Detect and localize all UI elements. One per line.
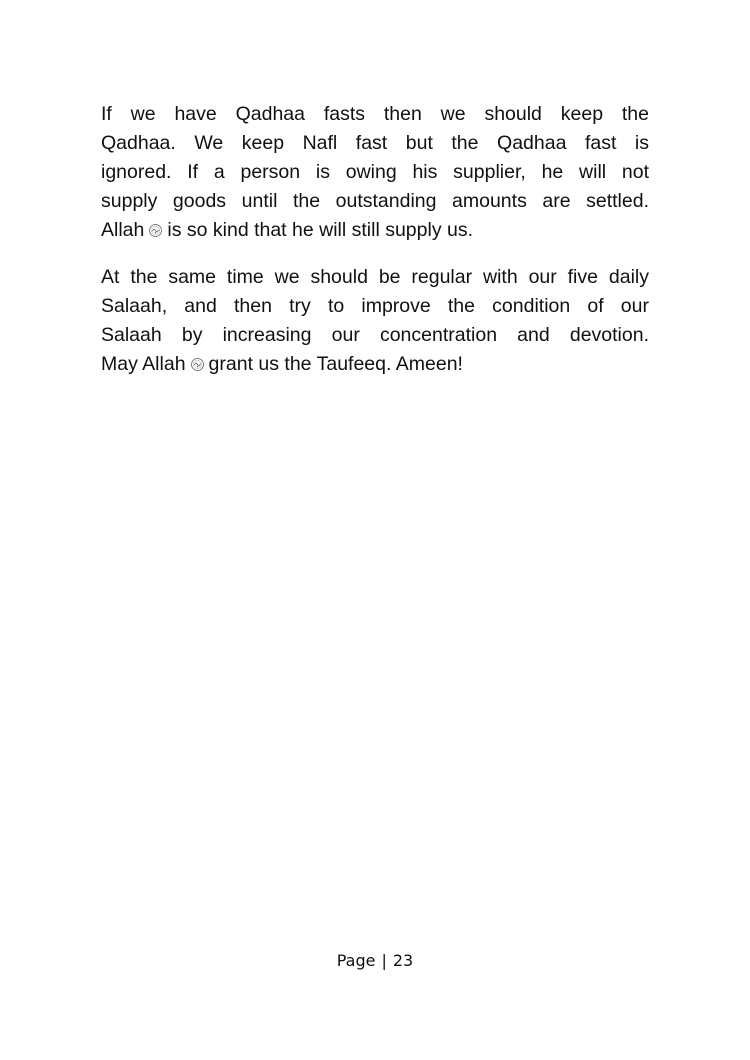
page-label: Page bbox=[336, 951, 376, 970]
paragraph-2 bbox=[101, 263, 649, 379]
text-fragment: May Allah bbox=[101, 353, 186, 375]
text-line bbox=[101, 216, 649, 245]
text-fragment: is so kind that he will still supply us. bbox=[167, 219, 474, 241]
page-separator: | bbox=[381, 951, 387, 970]
calligraphy-seal-icon bbox=[190, 357, 205, 372]
text-line bbox=[101, 350, 649, 379]
paragraph-1 bbox=[101, 100, 649, 245]
page-number: 23 bbox=[392, 951, 414, 970]
text-line: If we have Qadhaa fasts then we should keep the bbox=[101, 103, 649, 125]
calligraphy-seal-icon bbox=[148, 223, 163, 238]
text-line: Salaah, and then try to improve the condition of our bbox=[101, 295, 649, 317]
document-body bbox=[101, 100, 649, 397]
text-line: Salaah by increasing our concentration and devotion. bbox=[101, 324, 649, 346]
text-line: At the same time we should be regular with our five daily bbox=[101, 266, 649, 288]
text-fragment: grant us the Taufeeq. Ameen! bbox=[208, 353, 463, 375]
text-line: Qadhaa. We keep Nafl fast but the Qadhaa fast is bbox=[101, 132, 649, 154]
page-footer bbox=[0, 951, 750, 970]
text-fragment: Allah bbox=[101, 219, 145, 241]
text-line: supply goods until the outstanding amounts are settled. bbox=[101, 190, 649, 212]
text-line: ignored. If a person is owing his supplier, he will not bbox=[101, 161, 649, 183]
